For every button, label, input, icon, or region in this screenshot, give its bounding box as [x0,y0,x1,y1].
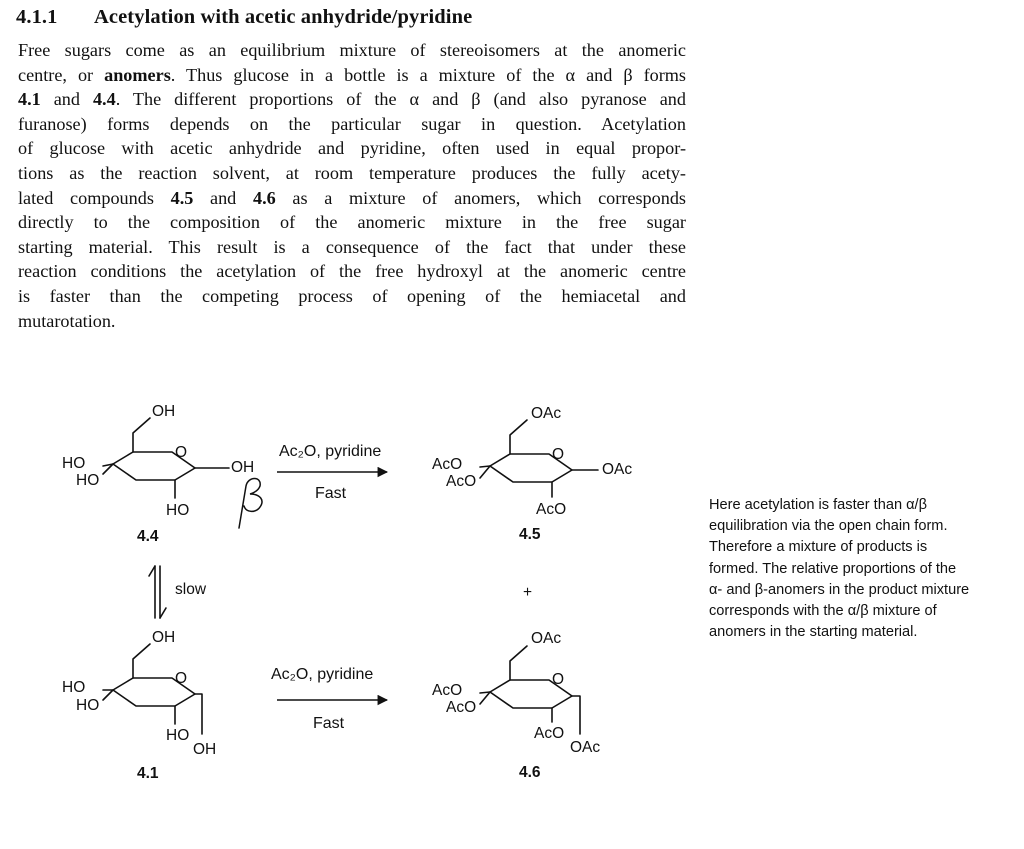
compound-ref: 4.1 [18,89,41,110]
svg-text:OH: OH [152,403,176,420]
paragraph-line: reaction conditions the acetylation of the free hydroxyl at the anomeric centre [18,261,686,282]
side-note-line: corresponds with the α/β mixture of [709,603,937,620]
svg-text:HO: HO [62,679,86,696]
section-heading [16,6,472,29]
side-note-line: α- and β-anomers in the product mixture [709,581,970,598]
svg-text:O: O [552,671,565,688]
paragraph-line: furanose) forms depends on the particular sugar in question. Acetylation [18,113,686,134]
side-note-line: anomers in the starting material. [709,624,918,641]
structure-4-1 [62,629,216,782]
compound-label: 4.1 [137,765,159,782]
svg-text:OAc: OAc [531,630,562,647]
compound-ref: 4.6 [252,187,276,208]
body-paragraph [18,38,686,333]
svg-text:OH: OH [231,459,255,476]
svg-text:AcO: AcO [446,473,477,490]
paragraph-line: 4.1 and 4.4. The different proportions of the α and β (and also pyranose and [18,89,686,110]
paragraph-line: centre, or anomers. Thus glucose in a bottle is a mixture of the α and β forms [18,64,686,85]
svg-text:HO: HO [166,502,190,519]
svg-text:AcO: AcO [446,699,477,716]
compound-label: 4.6 [519,764,541,781]
svg-text:AcO: AcO [536,501,567,518]
structure-4-4 [62,403,262,545]
side-note [709,495,1009,643]
compound-label: 4.4 [137,528,159,545]
paragraph-line: lated compounds 4.5 and 4.6 as a mixture of anomers, which corresponds [18,187,686,208]
equilibrium-label: slow [175,581,207,598]
paragraph-line: directly to the composition of the anomeric mixture in the free sugar [18,212,686,233]
paragraph-line: tions as the reaction solvent, at room temperature produces the fully acety- [18,162,686,183]
rate-label: Fast [315,485,347,502]
section-number: 4.1.1 [16,6,58,28]
structure-4-5 [432,405,632,543]
section-title: Acetylation with acetic anhydride/pyridine [94,6,473,28]
structure-4-6 [432,630,600,781]
side-note-line: Here acetylation is faster than α/β [709,497,928,513]
compound-ref: 4.4 [92,89,116,110]
paragraph-line: Free sugars come as an equilibrium mixture of stereoisomers at the anomeric [18,40,686,60]
handwritten-beta-mark [239,479,262,529]
svg-text:AcO: AcO [432,682,463,699]
side-note-line: Therefore a mixture of products is [709,539,928,556]
reagent-label: Ac₂O, pyridine [279,443,382,460]
paragraph-line: starting material. This result is a consequence of the fact that under these [18,236,686,257]
reagent-label: Ac₂O, pyridine [271,666,374,683]
rate-label: Fast [313,715,345,732]
svg-text:HO: HO [76,472,100,489]
svg-text:OAc: OAc [602,461,633,478]
reaction-arrow-top [277,443,387,502]
side-note-line: equilibration via the open chain form. [709,518,948,535]
svg-text:OH: OH [152,629,176,646]
side-note-line: formed. The relative proportions of the [709,560,957,577]
compound-label: 4.5 [519,526,541,543]
svg-text:AcO: AcO [534,725,565,742]
svg-text:OAc: OAc [570,739,601,756]
svg-text:HO: HO [166,727,190,744]
paragraph-line: of glucose with acetic anhydride and pyridine, often used in equal propor- [18,138,686,159]
compound-ref: 4.5 [170,187,194,208]
paragraph-line: is faster than the competing process of opening of the hemiacetal and [18,285,686,306]
plus-sign: + [523,584,533,601]
anomers-term: anomers [104,64,171,85]
equilibrium-arrows [149,566,166,618]
svg-text:HO: HO [76,697,100,714]
reaction-arrow-bottom [271,666,387,732]
paragraph-line: mutarotation. [18,310,116,331]
svg-text:O: O [552,446,565,463]
svg-text:O: O [175,670,188,687]
svg-text:OH: OH [193,741,217,758]
svg-text:O: O [175,444,188,461]
svg-text:OAc: OAc [531,405,562,422]
svg-text:HO: HO [62,455,86,472]
svg-text:AcO: AcO [432,456,463,473]
